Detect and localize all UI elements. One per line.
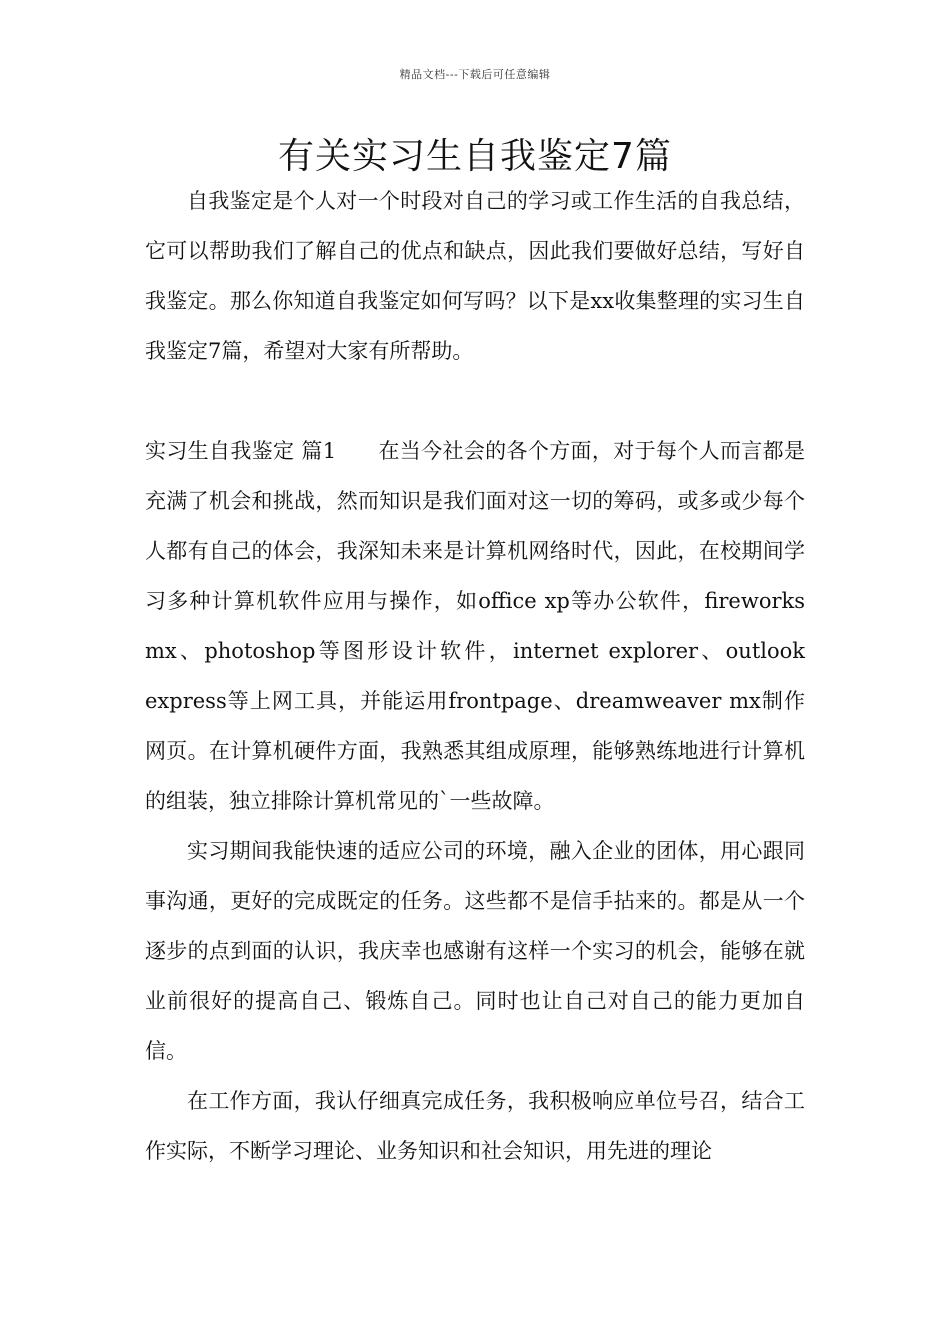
section-1-paragraph: [145, 426, 805, 826]
paragraph-gap: [145, 376, 805, 426]
document-title: 有关实习生自我鉴定7篇: [278, 136, 672, 177]
document-body: [145, 176, 805, 1176]
intro-paragraph: 自我鉴定是个人对一个时段对自己的学习或工作生活的自我总结，它可以帮助我们了解自己的优点和缺点，因此我们要做好总结，写好自我鉴定。那么你知道自我鉴定如何写吗？以下是xx收集整理的实习生自我鉴定7篇，希望对大家有所帮助。: [145, 189, 805, 363]
page-header: 精品文档---下载后可任意编辑: [399, 68, 551, 81]
section-1-label: 实习生自我鉴定 篇1: [145, 439, 337, 463]
body-paragraph-1: 实习期间我能快速的适应公司的环境，融入企业的团体，用心跟同事沟通，更好的完成既定的任务。这些都不是信手拈来的。都是从一个逐步的点到面的认识，我庆幸也感谢有这样一个实习的机会，能够在就业前很好的提高自己、锻炼自己。同时也让自己对自己的能力更加自信。: [145, 839, 805, 1063]
body-paragraph-2: 在工作方面，我认仔细真完成任务，我积极响应单位号召，结合工作实际，不断学习理论、业务知识和社会知识，用先进的理论: [145, 1089, 805, 1163]
section-1-text: 在当今社会的各个方面，对于每个人而言都是充满了机会和挑战，然而知识是我们面对这一切的筹码，或多或少每个人都有自己的体会，我深知未来是计算机网络时代，因此，在校期间学习多种计算机软件应用与操作，如office xp等办公软件，fireworks mx、photoshop等图形设计软件，internet explorer、outlook express等上网工具，并能运用frontpage、dreamweaver mx制作网页。在计算机硬件方面，我熟悉其组成原理，能够熟练地进行计算机的组装，独立排除计算机常见的`一些故障。: [145, 439, 805, 813]
